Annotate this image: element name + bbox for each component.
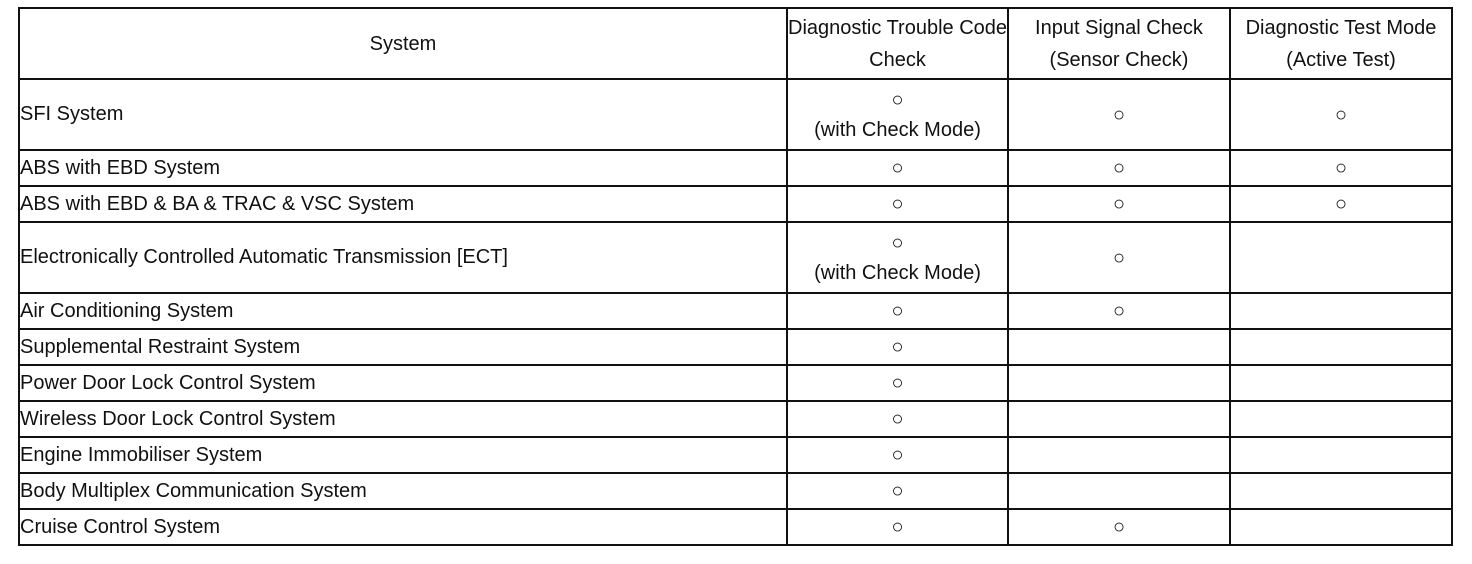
dtc-check-cell — [787, 473, 1008, 509]
input-signal-check-cell — [1008, 365, 1230, 401]
supported-circle-icon: ○ — [891, 336, 904, 358]
dtc-check-cell — [787, 437, 1008, 473]
header-system: System — [19, 8, 787, 79]
supported-circle-icon: ○ — [891, 408, 904, 430]
supported-circle-icon: ○ — [891, 480, 904, 502]
active-test-cell — [1230, 329, 1452, 365]
input-signal-check-cell — [1008, 437, 1230, 473]
supported-circle-icon: ○ — [891, 193, 904, 215]
active-test-cell — [1230, 79, 1452, 150]
supported-circle-icon: ○ — [1334, 193, 1348, 215]
dtc-check-cell — [787, 79, 1008, 150]
dtc-check-cell — [787, 509, 1008, 545]
table-row — [19, 222, 1452, 293]
input-signal-check-cell — [1008, 401, 1230, 437]
active-test-cell — [1230, 365, 1452, 401]
system-name-cell: ABS with EBD & BA & TRAC & VSC System — [19, 186, 787, 222]
table-row — [19, 509, 1452, 545]
system-name-cell: Electronically Controlled Automatic Transmission [ECT] — [19, 222, 787, 293]
supported-circle-icon: ○ — [1334, 103, 1348, 126]
input-signal-check-cell — [1008, 79, 1230, 150]
system-name-cell: ABS with EBD System — [19, 150, 787, 186]
supported-circle-icon: ○ — [1112, 516, 1126, 538]
input-signal-check-cell — [1008, 293, 1230, 329]
table-row — [19, 293, 1452, 329]
active-test-cell — [1230, 401, 1452, 437]
supported-circle-icon: ○ — [1334, 157, 1348, 179]
table-row — [19, 401, 1452, 437]
active-test-cell — [1230, 473, 1452, 509]
table-row — [19, 329, 1452, 365]
table-row — [19, 79, 1452, 150]
system-name-cell: Supplemental Restraint System — [19, 329, 787, 365]
header-row — [19, 8, 1452, 79]
table-body — [19, 79, 1452, 545]
table-row — [19, 473, 1452, 509]
active-test-cell — [1230, 150, 1452, 186]
supported-circle-icon: ○ — [1112, 157, 1126, 179]
dtc-check-cell — [787, 329, 1008, 365]
input-signal-check-cell — [1008, 150, 1230, 186]
header-dtc-check: Diagnostic Trouble Code Check — [787, 8, 1008, 79]
system-name-cell: Body Multiplex Communication System — [19, 473, 787, 509]
dtc-check-cell — [787, 150, 1008, 186]
input-signal-check-cell — [1008, 329, 1230, 365]
supported-circle-icon: ○ — [891, 372, 904, 394]
supported-circle-icon: ○ — [891, 516, 904, 538]
supported-circle-icon: ○ — [891, 444, 904, 466]
check-mode-note: (with Check Mode) — [814, 261, 981, 284]
diagnostic-function-table — [18, 7, 1453, 546]
supported-circle-icon: ○ — [891, 88, 904, 111]
active-test-cell — [1230, 509, 1452, 545]
dtc-check-cell — [787, 365, 1008, 401]
header-input-signal-check: Input Signal Check (Sensor Check) — [1008, 8, 1230, 79]
supported-circle-icon: ○ — [891, 157, 904, 179]
check-mode-note: (with Check Mode) — [814, 118, 981, 141]
table-header — [19, 8, 1452, 79]
input-signal-check-cell — [1008, 509, 1230, 545]
supported-circle-icon: ○ — [1112, 193, 1126, 215]
supported-circle-icon: ○ — [1112, 246, 1126, 269]
system-name-cell: Power Door Lock Control System — [19, 365, 787, 401]
dtc-check-cell — [787, 186, 1008, 222]
table-row — [19, 365, 1452, 401]
active-test-cell — [1230, 437, 1452, 473]
system-name-cell: SFI System — [19, 79, 787, 150]
system-name-cell: Wireless Door Lock Control System — [19, 401, 787, 437]
supported-circle-icon: ○ — [1112, 300, 1126, 322]
system-name-cell: Engine Immobiliser System — [19, 437, 787, 473]
supported-circle-icon: ○ — [1112, 103, 1126, 126]
header-active-test: Diagnostic Test Mode (Active Test) — [1230, 8, 1452, 79]
supported-circle-icon: ○ — [891, 231, 904, 254]
system-name-cell: Cruise Control System — [19, 509, 787, 545]
system-name-cell: Air Conditioning System — [19, 293, 787, 329]
table-row — [19, 437, 1452, 473]
dtc-check-cell — [787, 401, 1008, 437]
input-signal-check-cell — [1008, 473, 1230, 509]
dtc-check-cell — [787, 222, 1008, 293]
active-test-cell — [1230, 186, 1452, 222]
active-test-cell — [1230, 222, 1452, 293]
table-row — [19, 186, 1452, 222]
input-signal-check-cell — [1008, 186, 1230, 222]
table-row — [19, 150, 1452, 186]
supported-circle-icon: ○ — [891, 300, 904, 322]
dtc-check-cell — [787, 293, 1008, 329]
active-test-cell — [1230, 293, 1452, 329]
input-signal-check-cell — [1008, 222, 1230, 293]
